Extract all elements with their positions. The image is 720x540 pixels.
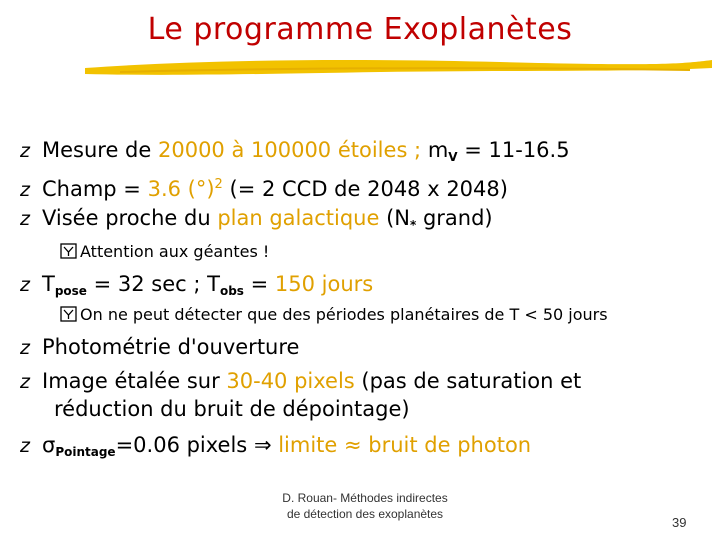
implies-arrow-icon: ⇒ [253,433,272,457]
bullet-text: = 32 sec ; T [86,272,220,296]
title-underline-brush [80,50,720,82]
highlight-text: 20000 à 100000 étoiles ; [157,138,422,162]
y-checkbox-icon [60,306,78,322]
subscript: Pointage [55,445,116,459]
bullet-text: Visée proche du [42,206,218,230]
bullet-text: Image étalée sur [42,369,227,393]
bullet-visee [20,205,493,238]
bullet-champ [20,172,508,203]
bullet-text: T [42,272,55,296]
slide-title: Le programme Exoplanètes [147,12,573,47]
bullet-mesure [20,137,570,170]
z-bullet-icon: z [20,208,30,230]
bullet-text: grand) [416,206,493,230]
z-bullet-icon: z [20,371,30,393]
y-checkbox-icon [60,243,78,259]
bullet-sigma [20,432,531,465]
bullet-text: Mesure de [42,138,158,162]
z-bullet-icon: z [20,435,30,457]
subscript: V [448,150,458,164]
highlight-text: limite ≈ bruit de photon [271,433,532,457]
z-bullet-icon: z [20,337,30,359]
highlight-text: 30-40 pixels [226,369,355,393]
subbullet-geantes [60,242,269,262]
highlight-text: 150 jours [274,272,374,296]
footer-line-1: D. Rouan- Méthodes indirectes [282,491,448,505]
highlight-text: 3.6 (°) [147,177,215,201]
bullet-image [20,368,581,395]
highlight-text: plan galactique [217,206,380,230]
bullet-text: (N [379,206,410,230]
bullet-tpose [20,271,373,304]
subbullet-text: On ne peut détecter que des périodes planétaires de T < 50 jours [80,305,608,324]
z-bullet-icon: z [20,274,30,296]
superscript: 2 [214,177,223,192]
bullet-text: m [421,138,449,162]
bullet-text: (pas de saturation et [354,369,582,393]
footer [230,490,500,522]
bullet-text: Champ = [42,177,148,201]
subbullet-periodes [60,305,608,325]
bullet-text: (= 2 CCD de 2048 x 2048) [222,177,508,201]
bullet-text: = 11-16.5 [457,138,570,162]
z-bullet-icon: z [20,140,30,162]
bullet-text: Photométrie d'ouverture [42,335,300,359]
sigma-symbol: σ [42,433,56,457]
footer-line-2: de détection des exoplanètes [286,507,444,521]
bullet-photometrie [20,334,299,361]
subbullet-text: Attention aux géantes ! [80,242,270,261]
subscript: pose [54,284,87,298]
bullet-image-line2: réduction du bruit de dépointage) [54,397,410,421]
page-number: 39 [672,515,687,530]
z-bullet-icon: z [20,179,30,201]
subscript: obs [219,284,244,298]
bullet-text: =0.06 pixels [115,433,254,457]
subscript: * [409,218,417,232]
bullet-text: = [243,272,275,296]
